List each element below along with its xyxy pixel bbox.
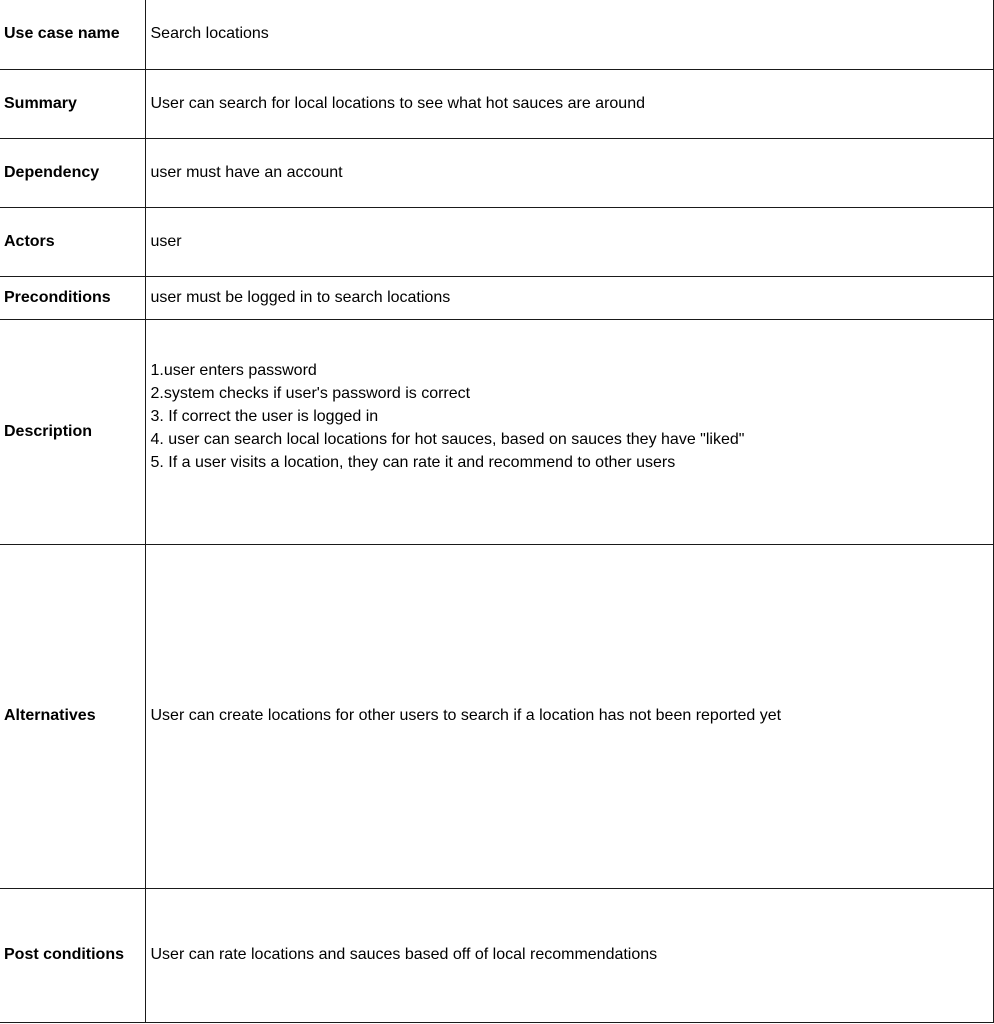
table-row	[0, 138, 994, 207]
alternatives-value: User can create locations for other users to search if a location has not been reported yet	[145, 544, 994, 888]
post-conditions-value: User can rate locations and sauces based off of local recommendations	[145, 888, 994, 1022]
use-case-name-value: Search locations	[145, 0, 994, 69]
table-row	[0, 207, 994, 276]
description-step: 3. If correct the user is logged in	[150, 408, 379, 425]
table-row	[0, 276, 994, 319]
table-row	[0, 0, 994, 69]
actors-value: user	[145, 207, 994, 276]
table-row	[0, 319, 994, 544]
description-label: Description	[0, 319, 145, 544]
alternatives-label: Alternatives	[0, 544, 145, 888]
summary-value: User can search for local locations to see what hot sauces are around	[145, 69, 994, 138]
table-row	[0, 544, 994, 888]
description-steps	[151, 359, 994, 474]
actors-label: Actors	[0, 207, 145, 276]
dependency-label: Dependency	[0, 138, 145, 207]
post-conditions-label: Post conditions	[0, 888, 145, 1022]
description-value	[145, 319, 994, 544]
description-step: 1.user enters password	[150, 362, 317, 379]
description-step: 5. If a user visits a location, they can rate it and recommend to other users	[150, 454, 676, 471]
dependency-value: user must have an account	[145, 138, 994, 207]
description-step: 4. user can search local locations for hot sauces, based on sauces they have "liked"	[150, 431, 745, 448]
preconditions-value: user must be logged in to search locations	[145, 276, 994, 319]
description-step: 2.system checks if user's password is correct	[150, 385, 471, 402]
table-row	[0, 69, 994, 138]
preconditions-label: Preconditions	[0, 276, 145, 319]
summary-label: Summary	[0, 69, 145, 138]
table-row	[0, 888, 994, 1022]
use-case-name-label: Use case name	[0, 0, 145, 69]
